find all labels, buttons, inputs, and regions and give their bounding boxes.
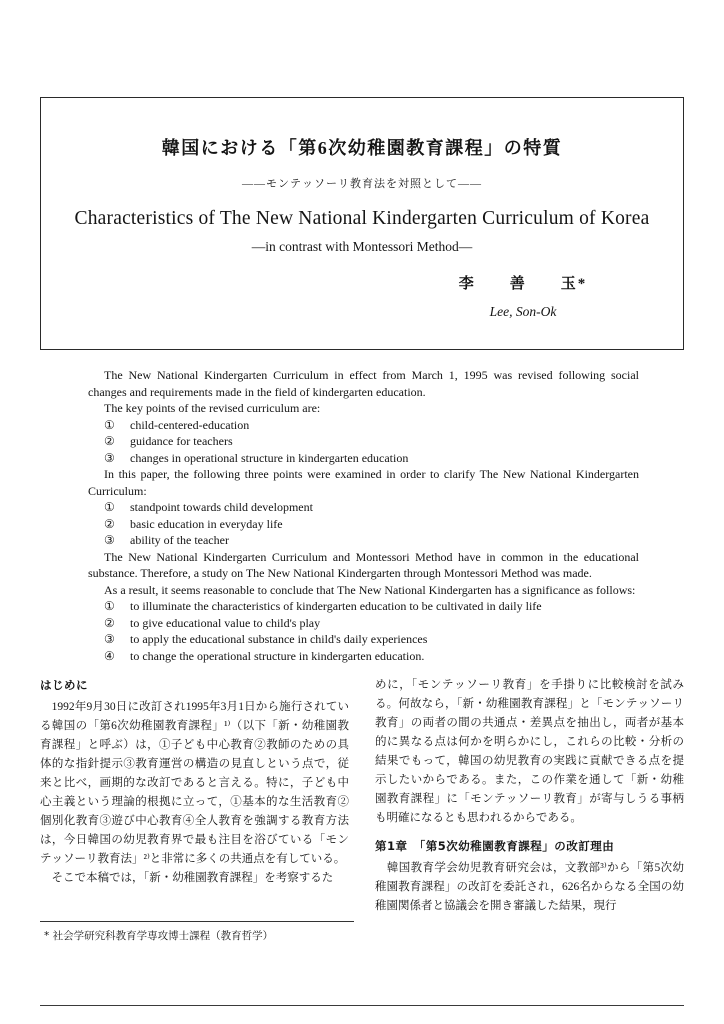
abstract-list-item — [88, 631, 639, 648]
paper-subtitle-english: —in contrast with Montessori Method— — [251, 239, 473, 254]
left-column — [40, 676, 349, 916]
body-columns — [40, 676, 684, 916]
list-text: basic education in everyday life — [130, 516, 283, 531]
right-column — [375, 676, 684, 916]
author-name-romanized: Lee, Son-Ok — [489, 304, 557, 319]
section-heading-introduction: はじめに — [40, 678, 88, 692]
abstract-paragraph-5: As a result, it seems reasonable to conclude that The New National Kindergarten has a significance as follows: — [104, 582, 636, 597]
abstract-paragraph-1: The New National Kindergarten Curriculum in effect from March 1, 1995 was revised following social changes and requirements made in the field of kindergarten education. — [88, 368, 639, 399]
section-heading-chapter1: 第1章 「第5次幼稚園教育課程」の改訂理由 — [375, 839, 615, 853]
abstract-paragraph-3: In this paper, the following three points were examined in order to clarify The New National Kindergarten Curriculum: — [88, 467, 639, 498]
body-paragraph: めに，「モンテッソーリ教育」を手掛りに比較検討を試みる。何故なら，「新・幼稚園教育課程」と「モンテッソーリ教育」の両者の間の共通点・差異点を抽出し，両者が基本的に異なる点は何かを明らかにし，これらの比較・分析の結果でもって，韓国の幼児教育の実践に貢献できる点を提示したいからである。また，この作業を通して「新・幼稚園教育課程」に「モンテッソーリ教育」が寄与しうる事柄も明確になるとも思われるからである。 — [375, 679, 684, 824]
list-number: ① — [104, 500, 115, 514]
abstract-list-item — [88, 433, 639, 450]
list-text: changes in operational structure in kindergarten education — [130, 450, 409, 465]
list-text: child-centered-education — [130, 417, 250, 432]
paper-subtitle-japanese: ——モンテッソーリ教育法を対照として—— — [242, 178, 482, 190]
list-text: standpoint towards child development — [130, 500, 313, 514]
list-number: ③ — [104, 632, 115, 646]
list-number: ② — [104, 516, 115, 531]
list-number: ① — [104, 599, 115, 613]
body-paragraph: 韓国教育学会幼児教育研究会は，文教部³⁾から「第5次幼稚園教育課程」の改訂を委託され，626名からなる全国の幼稚園関係者と協議会を開き審議した結果，現行 — [375, 862, 684, 912]
list-text: guidance for teachers — [130, 434, 233, 448]
author-block — [423, 272, 623, 320]
list-text: ability of the teacher — [130, 533, 229, 547]
list-text: to give educational value to child's play — [130, 615, 321, 630]
abstract-paragraph-2: The key points of the revised curriculum are: — [104, 401, 321, 415]
list-number: ④ — [104, 648, 115, 663]
footnote-text: * 社会学研究科教育学専攻博士課程（教育哲学） — [44, 930, 274, 942]
list-number: ③ — [104, 450, 115, 465]
body-paragraph: 1992年9月30日に改訂され1995年3月1日から施行されている韓国の「第6次幼稚園教育課程」¹⁾（以下「新・幼稚園教育課程」と呼ぶ）は，①子ども中心教育②教師のための具体的な指針提示③教育運営の構造の見直しという点で，従来と比べ，画期的な改訂であると言える。特に，子ども中心主義という理論的根拠に立って，①基本的な生活教育②個別化教育③遊び中心教育④全人教育を強調する教育方法は，今日韓国の幼児教育界で最も注目を浴びている「モンテッソーリ教育法」²⁾と非常に多くの共通点を有している。 — [40, 701, 349, 865]
abstract-list-item — [88, 532, 639, 549]
paper-title-japanese: 韓国における「第6次幼稚園教育課程」の特質 — [161, 138, 563, 158]
footnote — [40, 921, 354, 943]
abstract-list-item — [88, 615, 639, 632]
abstract-section — [88, 367, 639, 664]
abstract-list-item — [88, 417, 639, 434]
list-text: to apply the educational substance in child's daily experiences — [130, 632, 428, 646]
list-number: ② — [104, 434, 115, 448]
paper-title-english: Characteristics of The New National Kindergarten Curriculum of Korea — [74, 208, 650, 229]
list-number: ③ — [104, 533, 115, 547]
footer-rule — [40, 1005, 684, 1006]
author-name-japanese: 李 善 玉* — [458, 276, 588, 292]
abstract-list-item — [88, 450, 639, 467]
list-text: to illuminate the characteristics of kindergarten education to be cultivated in daily life — [130, 599, 542, 613]
list-text: to change the operational structure in kindergarten education. — [130, 648, 425, 663]
list-number: ② — [104, 615, 115, 630]
abstract-list-item — [88, 648, 639, 665]
abstract-list-item — [88, 598, 639, 615]
abstract-paragraph-4: The New National Kindergarten Curriculum and Montessori Method have in common in the educational substance. Therefore, a study on The New National Kindergarten through Montessori Method was made. — [88, 549, 639, 580]
abstract-list-item — [88, 516, 639, 533]
list-number: ① — [104, 417, 115, 432]
abstract-list-item — [88, 499, 639, 516]
body-paragraph: そこで本稿では，「新・幼稚園教育課程」を考察するた — [40, 872, 334, 884]
title-box — [40, 97, 684, 350]
